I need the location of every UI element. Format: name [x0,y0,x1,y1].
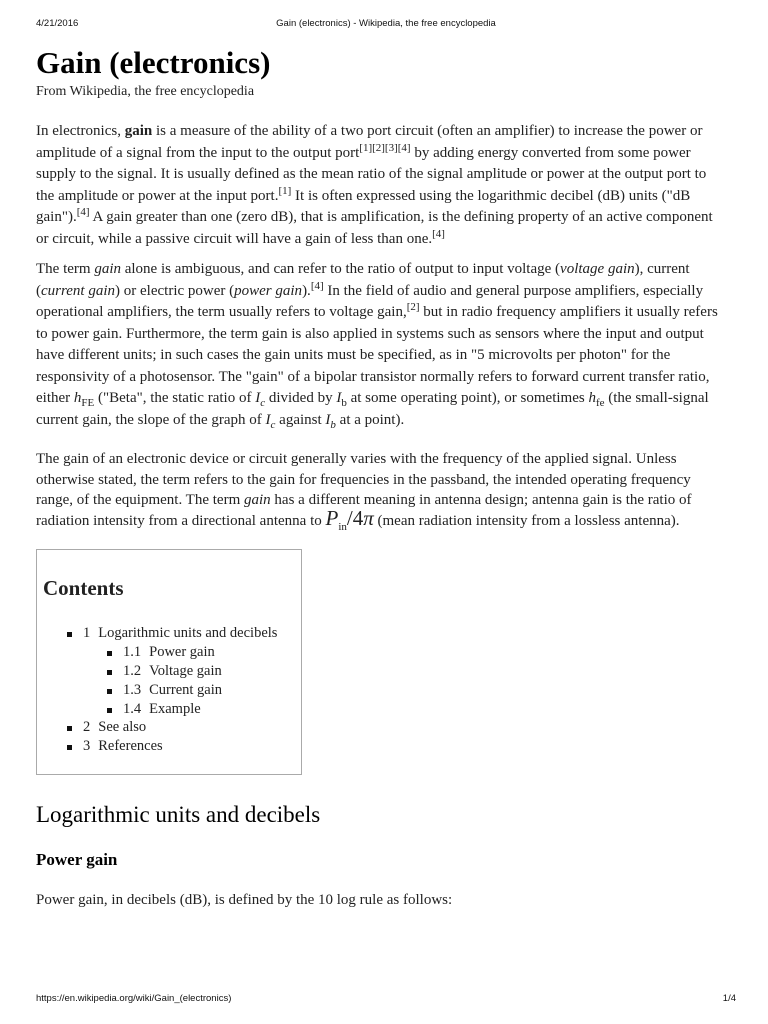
print-header [36,18,736,32]
math-Pin-over-4pi: $P_{in}/4\pi$ [325,505,374,533]
toc-item-example[interactable]: 1.4 Example [107,700,277,719]
math-hfe: $h_{fe}$ [588,390,605,409]
citation-link[interactable]: [2] [406,301,420,313]
intro-paragraph-1: In electronics, gain is a measure of the ability of a two port circuit (often an amplifier) to increase the power or amplitude of a signal from the input to the output port[1][2][3][4] by adding energy converted from some power supply to the signal. It is usually defined as the mean ratio of the signal amplitude or power at the output port to the amplitude or power at the input port.[1] It is often expressed using the logarithmic decibel (dB) units ("dB gain").[4] A gain greater than one (zero dB), that is amplification, is the defining property of an active component or circuit, while a passive circuit will have a gain of less than one.[4] [36,123,713,247]
toc-item-references[interactable]: 3 References [67,737,277,756]
math-Ic: $I_c$ [255,390,266,409]
math-hFE: $h_{FE}$ [73,390,95,409]
toc-item-voltage-gain[interactable]: 1.2 Voltage gain [107,662,277,681]
page-subtitle: From Wikipedia, the free encyclopedia [36,84,255,99]
toc-list [67,624,277,756]
print-title: Gain (electronics) - Wikipedia, the free encyclopedia [276,18,496,29]
math-Ic: $I_c$ [265,411,276,431]
print-url: https://en.wikipedia.org/wiki/Gain_(electronics) [36,993,232,1004]
intro-paragraph-3: The gain of an electronic device or circuit generally varies with the frequency of the applied signal. Unless otherwise stated, the term refers to the gain for frequencies in the passband, the intended operating frequency range, of the equipment. The term gain has a different meaning in antenna design; antenna gain is the ratio of radiation intensity from a directional antenna to $P_{in}/4\pi$ (mean radiation intensity from a lossless antenna). [36,451,692,533]
citation-link[interactable]: [4] [432,227,445,240]
print-page-number: 1/4 [722,993,736,1004]
math-Ib: $I_b$ [336,390,347,409]
print-date: 4/21/2016 [36,18,79,29]
toc-item-power-gain[interactable]: 1.1 Power gain [107,643,277,662]
math-Ib: $I_b$ [325,411,336,431]
toc-sublist [107,643,277,718]
article-content [36,44,726,912]
toc-title: Contents [43,576,124,601]
table-of-contents [36,549,302,775]
intro-paragraph-2: The term gain alone is ambiguous, and can refer to the ratio of output to input voltage (voltage gain), current (current gain) or electric power (power gain).[4] In the field of audio and general purpose amplifiers, especially operational amplifiers, the term usually refers to voltage gain,[2] but in radio frequency amplifiers it usually refers to power gain. Furthermore, the term gain is also applied in systems such as sensors where the input and output have different units; in such cases the gain units must be specified, as in "5 microvolts per photon" for the responsivity of a photosensor. The "gain" of a bipolar transistor normally refers to forward current transfer ratio, either $h_{FE}$ ("Beta", the static ratio of $I_c$ divided by $I_b$ at some operating point), or sometimes $h_{fe}$ (the small-signal current gain, the slope of the graph of $I_c$ against $I_b$ at a point). [36,261,718,431]
toc-item-current-gain[interactable]: 1.3 Current gain [107,681,277,700]
citation-link[interactable]: [1][2][3][4] [359,141,411,154]
page-title: Gain (electronics) [36,45,271,80]
citation-link[interactable]: [4] [76,206,90,218]
citation-link[interactable]: [1] [278,184,292,197]
section-heading-logarithmic-units: Logarithmic units and decibels [36,802,321,828]
subsection-heading-power-gain: Power gain [36,850,118,870]
citation-link[interactable]: [4] [310,279,324,292]
toc-item-see-also[interactable]: 2 See also [67,718,277,737]
power-gain-paragraph: Power gain, in decibels (dB), is defined by the 10 log rule as follows: [36,892,453,909]
print-footer [36,993,736,1007]
toc-item-logarithmic-units[interactable]: 1 Logarithmic units and decibels 1.1 Power gain 1.2 Voltage gain 1.3 Current gain 1.4 Example [67,624,277,718]
bold-term-gain: gain [124,123,153,139]
